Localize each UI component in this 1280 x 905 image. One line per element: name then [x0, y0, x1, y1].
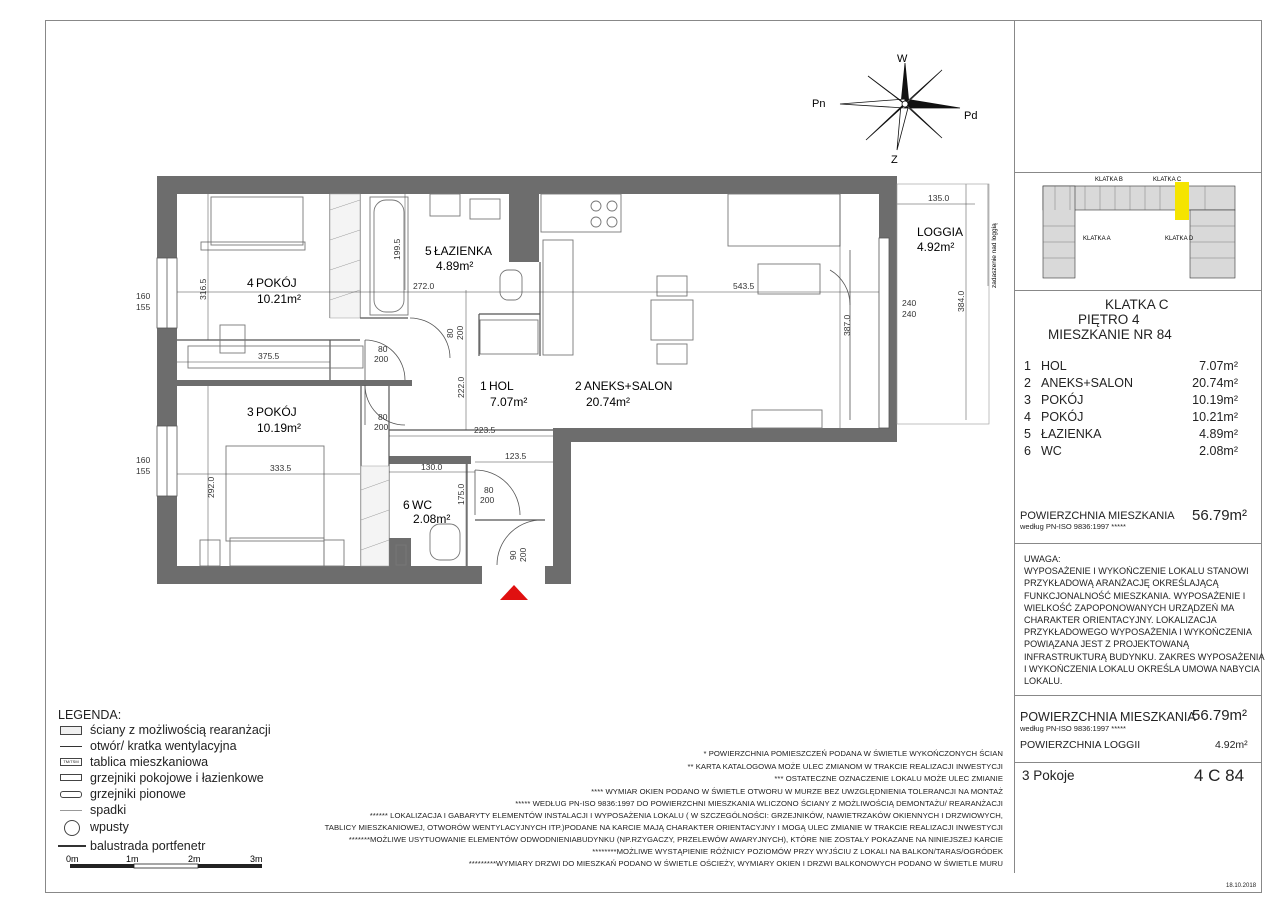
keyplan-klatka-d: KLATKA D [1165, 236, 1194, 242]
room-2-area: 20.74m² [586, 395, 631, 409]
board-icon: TM/TSM [60, 758, 82, 766]
door-90: 90 [508, 550, 518, 560]
uwaga-line: LOKALU. [1024, 676, 1063, 687]
radiator-icon [60, 774, 82, 781]
room-list-item [1024, 426, 1238, 443]
walls [157, 176, 897, 584]
dimension-lines [177, 184, 988, 566]
uwaga-line: PRZYKŁADOWĄ ARANŻACJĘ OKREŚLAJĄCĄ [1024, 578, 1219, 589]
room-5-name: ŁAZIENKA [434, 244, 493, 258]
dim-bath-height: 199.5 [392, 238, 402, 260]
area2-label: POWIERZCHNIA MIESZKANIA [1020, 710, 1196, 724]
keyplan-highlight [1175, 182, 1189, 220]
legend-label: grzejniki pokojowe i łazienkowe [90, 771, 264, 785]
uwaga-block [1024, 553, 1265, 687]
note-line: TABLICY MIESZKANIOWEJ, OTWORÓW WENTYLACYJNYCH ITP.)PODANE NA KARCIE MAJĄ CHARAKTER ORIENTACYJNY I MOGĄ ULEC ZMIANIE W TRAKCIE REALIZACJI INWESTYCJI [324, 823, 1003, 832]
header-pietro: PIĘTRO 4 [1078, 312, 1140, 327]
note-line: * POWIERZCHNIA POMIESZCZEŃ PODANA W ŚWIETLE WYKOŃCZONYCH ŚCIAN [703, 749, 1003, 758]
room-4-num: 4 [247, 276, 254, 290]
dim-272: 272.0 [413, 281, 435, 291]
dim-222: 222.0 [456, 376, 466, 398]
legend-item-board [63, 755, 209, 769]
divider-keyplan-bottom [1014, 290, 1262, 291]
note-line: ***** WEDŁUG PN-ISO 9836:1997 DO POWIERZCHNI MIESZKANIA WLICZONO ŚCIANY Z MOŻLIWOŚCIĄ DEMONTAŻU/ REARANŻACJI [515, 799, 1003, 808]
dim-316-5: 316.5 [198, 278, 208, 300]
room-list-item [1024, 409, 1238, 426]
keyplan-klatka-c: KLATKA C [1153, 177, 1182, 183]
dim-loggia-width: 135.0 [928, 193, 950, 203]
compass-w-label: Pn [812, 98, 826, 110]
vertical-radiator-icon [60, 791, 82, 798]
compass-s-label: Z [891, 154, 898, 166]
room-5-num: 5 [425, 244, 432, 258]
note-line: **** WYMIAR OKIEN PODANO W ŚWIETLE OTWORU W MURZE BEZ UWZGLĘDNIENIA TOLERANCJI NA MONTAŻ [591, 787, 1003, 796]
room-3-num: 3 [247, 405, 254, 419]
room-list-name: ANEKS+SALON [1041, 376, 1134, 390]
door-200-b: 200 [374, 422, 389, 432]
window-160-top: 160 [136, 291, 151, 301]
slope-icon [60, 810, 82, 811]
note-line: *********WYMIARY DRZWI DO MIESZKAŃ PODANO W ŚWIETLE OŚCIEŻY, WYMIARY OKIEN I DRZWI BALKONOWYCH PODANO W ŚWIETLE MURU [468, 859, 1003, 868]
right-panel-divider [1014, 20, 1015, 873]
room-4-area: 10.21m² [257, 292, 302, 306]
room-list-name: POKÓJ [1041, 393, 1084, 407]
room-list-item [1024, 358, 1238, 375]
room-6-name: WC [412, 498, 432, 512]
dim-543-5: 543.5 [733, 281, 755, 291]
uwaga-line: FUNKCJONALNOŚĆ MIESZKANIA. WYPOSAŻENIE I [1024, 590, 1246, 601]
door-200-e: 200 [518, 547, 528, 562]
room-list [1024, 358, 1238, 460]
door-200-c: 200 [455, 325, 465, 340]
room-2-num: 2 [575, 379, 582, 393]
room-list-name: HOL [1041, 359, 1067, 373]
room-6-area: 2.08m² [413, 512, 451, 526]
room-list-num: 1 [1024, 359, 1031, 373]
drain-icon [64, 820, 80, 836]
legend-item-railing [90, 839, 205, 853]
legend-label: balustrada portfenetr [90, 839, 206, 853]
room-5-area: 4.89m² [436, 259, 474, 273]
legend-label: spadki [90, 803, 127, 817]
compass-n-label: W [897, 53, 908, 65]
dim-223-5: 223.5 [474, 425, 496, 435]
room-list-area: 10.19m² [1192, 393, 1238, 407]
area2-sub: według PN-ISO 9836:1997 ***** [1020, 724, 1126, 733]
room-list-area: 7.07m² [1199, 359, 1238, 373]
legend-label: otwór/ kratka wentylacyjna [90, 739, 237, 753]
door-80-d: 80 [484, 485, 494, 495]
dim-175: 175.0 [456, 483, 466, 505]
door-80-c: 80 [445, 328, 455, 338]
loggia-area-label: POWIERZCHNIA LOGGII [1020, 739, 1141, 751]
loggia-area-total: 4.92m² [1215, 739, 1248, 751]
door-80-a: 80 [378, 344, 388, 354]
room-list-item [1024, 392, 1238, 409]
note-line: ****** LOKALIZACJA I GABARYTY ELEMENTÓW INSTALACJI I WYPOSAŻENIA LOKALU ( W SZCZEGÓLNOŚCI: GRZEJNIKÓW, NAWIETRZAKÓW OKIENNYCH I DRZWIOWYCH, [369, 811, 1003, 820]
uwaga-line: PRZYKŁADOWEGO WYPOSAŻENIA I WYKOŃCZENIA [1024, 627, 1252, 638]
entry-arrow [500, 585, 528, 600]
legend-label: tablica mieszkaniowa [90, 755, 209, 769]
scale-0: 0m [66, 854, 79, 864]
room-list-area: 20.74m² [1192, 376, 1238, 390]
room-list-num: 6 [1024, 444, 1031, 458]
divider-area [1014, 543, 1262, 544]
header-klatka: KLATKA C [1105, 297, 1169, 312]
room-list-num: 5 [1024, 427, 1031, 441]
room-list-area: 10.21m² [1192, 410, 1238, 424]
door-80-b: 80 [378, 412, 388, 422]
dim-333-5: 333.5 [270, 463, 292, 473]
room-list-area: 4.89m² [1199, 427, 1238, 441]
header-mieszkanie: MIESZKANIE NR 84 [1048, 327, 1172, 342]
legend-label: grzejniki pionowe [90, 787, 186, 801]
door-200-a: 200 [374, 354, 389, 364]
railing-icon [58, 845, 86, 847]
keyplan-klatka-a: KLATKA A [1083, 236, 1111, 242]
room-list-area: 2.08m² [1199, 444, 1238, 458]
divider-keyplan-top [1014, 172, 1262, 173]
room-3-name: POKÓJ [256, 405, 297, 419]
room-6-num: 6 [403, 498, 410, 512]
window-160-bot: 160 [136, 455, 151, 465]
legend-item-walls [90, 723, 271, 737]
uwaga-title: UWAGA: [1024, 554, 1061, 564]
area1-value: 56.79m² [1192, 507, 1248, 524]
uwaga-line: CHARAKTER ORIENTACYJNY. LOKALIZACJA [1024, 615, 1217, 626]
vent-icon [60, 746, 82, 747]
legend-title: LEGENDA: [58, 708, 122, 722]
uwaga-line: I WYKOŃCZENIA LOKALU OKREŚLA UMOWA NABYCIA [1024, 663, 1260, 674]
window-240-a: 240 [902, 298, 917, 308]
room-list-item [1024, 375, 1238, 392]
compass-e-label: Pd [964, 110, 978, 122]
room-list-item [1024, 443, 1238, 460]
keyplan-klatka-b: KLATKA B [1095, 177, 1123, 183]
divider-notes [1014, 695, 1262, 696]
room-1-name: HOL [489, 379, 514, 393]
note-line: ** KARTA KATALOGOWA MOŻE ULEC ZMIANOM W TRAKCIE REALIZACJI INWESTYCJI [687, 762, 1003, 771]
key-plan [1025, 176, 1250, 284]
uwaga-line: POWIĄZANA JEST Z PROJEKTOWANĄ [1024, 639, 1190, 650]
room-3-area: 10.19m² [257, 421, 302, 435]
loggia-area-value: 4.92m² [917, 240, 955, 254]
room-list-num: 2 [1024, 376, 1031, 390]
uwaga-line: INFRASTRUKTURĄ BUDYNKU. ZAKRES WYPOSAŻENIA [1024, 651, 1265, 662]
dim-292: 292.0 [206, 476, 216, 498]
window-155-top: 155 [136, 302, 151, 312]
area2-value: 56.79m² [1192, 707, 1248, 724]
room-4-name: POKÓJ [256, 276, 297, 290]
legend-label: ściany z możliwością rearanżacji [90, 723, 271, 737]
dim-375-5: 375.5 [258, 351, 280, 361]
compass-rose [840, 63, 960, 150]
loggia-note: zadaszenie nad loggią [991, 223, 998, 288]
footer-date: 18.10.2018 [1226, 883, 1257, 889]
room-list-num: 4 [1024, 410, 1031, 424]
room-list-num: 3 [1024, 393, 1031, 407]
note-line: *******MOŻLIWE USYTUOWANIE ELEMENTÓW ODWODNIENIABUDYNKU (NP.RZYGACZY, PRZELEWÓW AWARYJNYCH), KTÓRE NIE ZOSTAŁY POKAZANE NA NINIEJSZEJ KARCIE [348, 835, 1003, 844]
window-240-b: 240 [902, 309, 917, 319]
room-list-name: POKÓJ [1041, 410, 1084, 424]
room-1-num: 1 [480, 379, 487, 393]
note-line: ********MOŻLIWE WYSTĄPIENIE RÓŻNICY POZIOMÓW PRZY WYJŚCIU Z LOKALI NA BALKON/TARAS/OGRÓDEK [592, 847, 1003, 856]
room-list-name: ŁAZIENKA [1041, 427, 1102, 441]
scale-3: 3m [250, 854, 263, 864]
legend-item-slopes [90, 803, 126, 817]
room-1-area: 7.07m² [490, 395, 528, 409]
legend-item-vertical-radiator [90, 787, 186, 801]
scale-2: 2m [188, 854, 201, 864]
room-list-name: WC [1041, 444, 1062, 458]
legend-label: wpusty [90, 820, 129, 834]
wall-icon [60, 726, 82, 735]
legend-item-vent [90, 739, 237, 753]
footer-rooms: 3 Pokoje [1022, 768, 1075, 783]
uwaga-line: WYPOSAŻENIE I WYKOŃCZENIE LOKALU STANOWI [1024, 566, 1249, 577]
room-2-name: ANEKS+SALON [584, 379, 673, 393]
loggia-name: LOGGIA [917, 225, 964, 239]
dim-387: 387.0 [842, 314, 852, 336]
dim-123-5: 123.5 [505, 451, 527, 461]
area1-label: POWIERZCHNIA MIESZKANIA [1020, 510, 1175, 522]
window-155-bot: 155 [136, 466, 151, 476]
note-line: *** OSTATECZNE OZNACZENIE LOKALU MOŻE ULEC ZMIANIE [774, 774, 1003, 783]
area1-sub: według PN-ISO 9836:1997 ***** [1020, 522, 1126, 531]
scale-bar [60, 852, 275, 876]
legend-item-radiator [90, 771, 264, 785]
uwaga-line: WIELKOŚĆ ZAPOPONOWANYCH URZĄDZEŃ MA [1024, 602, 1235, 613]
door-200-d: 200 [480, 495, 495, 505]
divider-footer [1014, 762, 1262, 763]
dim-384: 384.0 [956, 290, 966, 312]
dim-130: 130.0 [421, 462, 443, 472]
legend-item-drain [90, 820, 129, 834]
footer-code: 4 C 84 [1194, 766, 1245, 785]
scale-1: 1m [126, 854, 139, 864]
